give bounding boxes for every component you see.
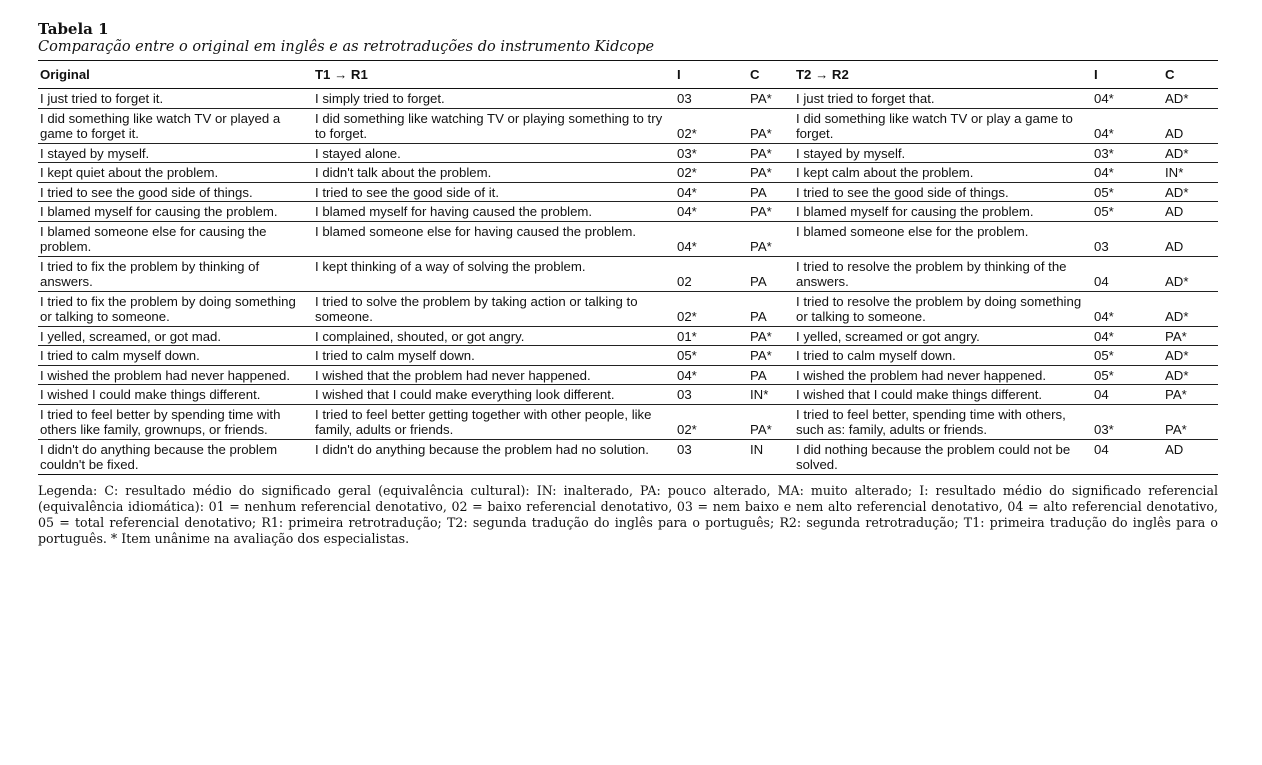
table-row (38, 365, 1218, 385)
cell-c1: PA (748, 182, 794, 202)
header-i2: I (1092, 61, 1163, 89)
cell-original: I didn't do anything because the problem couldn't be fixed. (38, 439, 313, 474)
cell-c1: PA* (748, 346, 794, 366)
cell-original: I wished I could make things different. (38, 385, 313, 405)
cell-c2: AD (1163, 439, 1218, 474)
cell-i2: 04 (1092, 439, 1163, 474)
cell-c2: AD (1163, 221, 1218, 256)
cell-c1: PA* (748, 108, 794, 143)
cell-i1: 04* (675, 202, 748, 222)
cell-i1: 03 (675, 385, 748, 405)
cell-c1: PA* (748, 326, 794, 346)
cell-i1: 02* (675, 291, 748, 326)
cell-original: I just tried to forget it. (38, 89, 313, 109)
table-header (38, 61, 1218, 89)
table-container (38, 20, 1218, 559)
cell-i2: 05* (1092, 346, 1163, 366)
cell-c2: AD* (1163, 143, 1218, 163)
cell-i1: 03 (675, 89, 748, 109)
cell-i2: 05* (1092, 202, 1163, 222)
cell-c2: IN* (1163, 163, 1218, 183)
cell-t2r2: I blamed someone else for the problem. (794, 221, 1092, 256)
cell-t2r2: I tried to feel better, spending time with others, such as: family, adults or friends. (794, 404, 1092, 439)
cell-i1: 02* (675, 108, 748, 143)
cell-t2r2: I tried to see the good side of things. (794, 182, 1092, 202)
cell-c2: AD* (1163, 256, 1218, 291)
table-row (38, 385, 1218, 405)
cell-i2: 03* (1092, 404, 1163, 439)
table-row (38, 202, 1218, 222)
cell-i2: 04 (1092, 256, 1163, 291)
header-t1-r1 (313, 61, 675, 89)
table-row (38, 221, 1218, 256)
header-r1: R1 (350, 67, 368, 82)
cell-c1: IN* (748, 385, 794, 405)
cell-c1: PA* (748, 404, 794, 439)
header-t1: T1 (315, 67, 331, 82)
header-i1: I (675, 61, 748, 89)
cell-i1: 05* (675, 346, 748, 366)
header-t2: T2 (796, 67, 812, 82)
table-row (38, 346, 1218, 366)
cell-c2: AD* (1163, 346, 1218, 366)
cell-t1r1: I tried to solve the problem by taking action or talking to someone. (313, 291, 675, 326)
cell-c1: PA* (748, 221, 794, 256)
table-subtitle: Comparação entre o original em inglês e as retrotraduções do instrumento Kidcope (38, 39, 655, 55)
cell-i2: 04* (1092, 163, 1163, 183)
header-t2-r2 (794, 61, 1092, 89)
cell-t1r1: I wished that the problem had never happened. (313, 365, 675, 385)
cell-t1r1: I blamed someone else for having caused the problem. (313, 221, 675, 256)
cell-t1r1: I kept thinking of a way of solving the problem. (313, 256, 675, 291)
cell-c2: PA* (1163, 385, 1218, 405)
table-row (38, 291, 1218, 326)
cell-c2: AD* (1163, 182, 1218, 202)
cell-i1: 02 (675, 256, 748, 291)
cell-original: I kept quiet about the problem. (38, 163, 313, 183)
table-title: Tabela 1 (38, 20, 109, 38)
cell-c1: PA* (748, 143, 794, 163)
cell-t2r2: I blamed myself for causing the problem. (794, 202, 1092, 222)
cell-original: I tried to calm myself down. (38, 346, 313, 366)
cell-c2: PA* (1163, 326, 1218, 346)
cell-i1: 04* (675, 182, 748, 202)
cell-t2r2: I wished that I could make things different. (794, 385, 1092, 405)
table-row (38, 256, 1218, 291)
arrow-icon: → (334, 67, 348, 82)
cell-t1r1: I tried to see the good side of it. (313, 182, 675, 202)
arrow-icon: → (815, 67, 829, 82)
cell-i2: 04* (1092, 89, 1163, 109)
table-row (38, 143, 1218, 163)
cell-i2: 05* (1092, 182, 1163, 202)
cell-original: I wished the problem had never happened. (38, 365, 313, 385)
cell-i2: 03* (1092, 143, 1163, 163)
cell-i1: 04* (675, 365, 748, 385)
cell-t1r1: I complained, shouted, or got angry. (313, 326, 675, 346)
cell-t1r1: I simply tried to forget. (313, 89, 675, 109)
cell-t2r2: I tried to resolve the problem by thinking of the answers. (794, 256, 1092, 291)
cell-t1r1: I did something like watching TV or playing something to try to forget. (313, 108, 675, 143)
cell-t1r1: I stayed alone. (313, 143, 675, 163)
comparison-table (38, 60, 1218, 475)
cell-t2r2: I did nothing because the problem could not be solved. (794, 439, 1092, 474)
cell-c2: AD* (1163, 291, 1218, 326)
header-c1: C (748, 61, 794, 89)
cell-t1r1: I tried to feel better getting together with other people, like family, adults or friends. (313, 404, 675, 439)
cell-c1: PA* (748, 163, 794, 183)
table-row (38, 182, 1218, 202)
cell-i2: 04* (1092, 291, 1163, 326)
cell-t2r2: I just tried to forget that. (794, 89, 1092, 109)
cell-i2: 04* (1092, 326, 1163, 346)
cell-original: I stayed by myself. (38, 143, 313, 163)
header-r2: R2 (831, 67, 849, 82)
cell-c1: PA* (748, 202, 794, 222)
cell-i1: 02* (675, 163, 748, 183)
cell-original: I did something like watch TV or played a game to forget it. (38, 108, 313, 143)
table-legend: Legenda: C: resultado médio do significado geral (equivalência cultural): IN: inalterado, PA: pouco alterado, MA: muito alterado; I: resultado médio do significado referencial (equivalência idiomática): 01 = nenhum referencial denotativo, 02 = baixo referencial denotativo, 03 = nem baixo e nem alto referencial denotativo, 04 = alto referencial denotativo, 05 = total referencial denotativo; R1: primeira retrotradução; T2: segunda tradução do inglês para o português; R2: segunda retrotradução; T1: primeira tradução do inglês para o português. * Item unânime na avaliação dos especialistas. (38, 482, 1218, 546)
cell-i2: 05* (1092, 365, 1163, 385)
cell-c2: AD (1163, 202, 1218, 222)
table-row (38, 439, 1218, 474)
table-body (38, 89, 1218, 475)
cell-t1r1: I didn't do anything because the problem had no solution. (313, 439, 675, 474)
cell-i1: 02* (675, 404, 748, 439)
cell-c2: AD (1163, 108, 1218, 143)
table-row (38, 89, 1218, 109)
table-row (38, 404, 1218, 439)
cell-i1: 03 (675, 439, 748, 474)
table-row (38, 108, 1218, 143)
cell-t2r2: I stayed by myself. (794, 143, 1092, 163)
table-row (38, 326, 1218, 346)
cell-original: I tried to fix the problem by thinking of answers. (38, 256, 313, 291)
cell-t2r2: I wished the problem had never happened. (794, 365, 1092, 385)
cell-original: I blamed someone else for causing the problem. (38, 221, 313, 256)
cell-c1: PA (748, 291, 794, 326)
cell-t1r1: I didn't talk about the problem. (313, 163, 675, 183)
cell-i2: 04 (1092, 385, 1163, 405)
cell-t2r2: I kept calm about the problem. (794, 163, 1092, 183)
cell-t1r1: I tried to calm myself down. (313, 346, 675, 366)
cell-original: I tried to see the good side of things. (38, 182, 313, 202)
table-row (38, 163, 1218, 183)
cell-t2r2: I tried to calm myself down. (794, 346, 1092, 366)
cell-t2r2: I did something like watch TV or play a game to forget. (794, 108, 1092, 143)
cell-i1: 03* (675, 143, 748, 163)
cell-c1: PA (748, 365, 794, 385)
cell-i1: 01* (675, 326, 748, 346)
cell-c2: AD* (1163, 365, 1218, 385)
header-original: Original (38, 61, 313, 89)
cell-c1: PA* (748, 89, 794, 109)
cell-c1: IN (748, 439, 794, 474)
header-row (38, 61, 1218, 89)
cell-i1: 04* (675, 221, 748, 256)
cell-c2: AD* (1163, 89, 1218, 109)
cell-t1r1: I wished that I could make everything look different. (313, 385, 675, 405)
cell-c1: PA (748, 256, 794, 291)
cell-original: I tried to fix the problem by doing something or talking to someone. (38, 291, 313, 326)
cell-t1r1: I blamed myself for having caused the problem. (313, 202, 675, 222)
cell-original: I blamed myself for causing the problem. (38, 202, 313, 222)
cell-original: I yelled, screamed, or got mad. (38, 326, 313, 346)
cell-t2r2: I tried to resolve the problem by doing something or talking to someone. (794, 291, 1092, 326)
cell-c2: PA* (1163, 404, 1218, 439)
cell-i2: 04* (1092, 108, 1163, 143)
cell-t2r2: I yelled, screamed or got angry. (794, 326, 1092, 346)
cell-i2: 03 (1092, 221, 1163, 256)
cell-original: I tried to feel better by spending time with others like family, grownups, or friends. (38, 404, 313, 439)
header-c2: C (1163, 61, 1218, 89)
